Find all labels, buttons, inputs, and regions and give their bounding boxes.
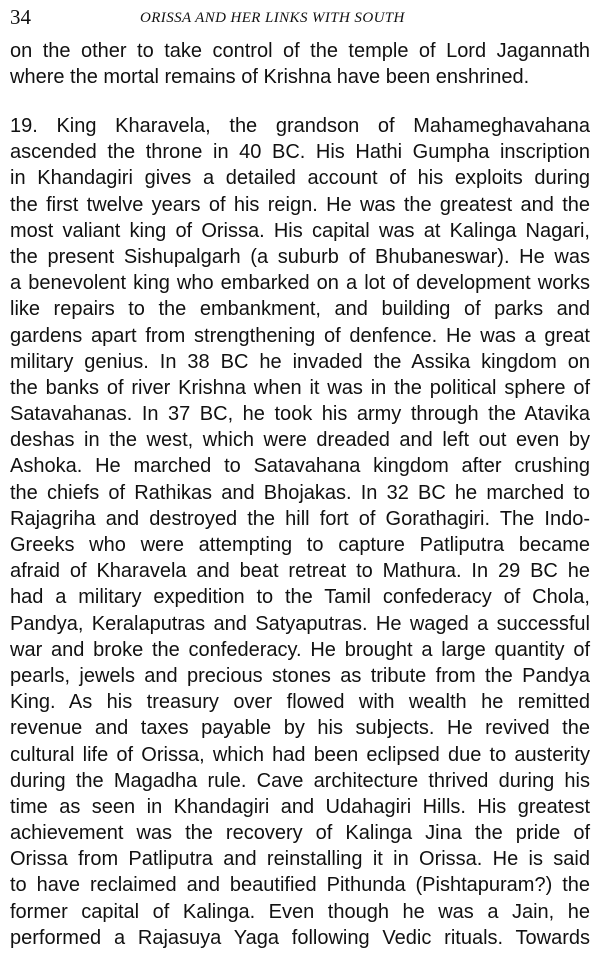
text-line: pearls, jewels and precious stones as tribute from the Pandya: [10, 664, 590, 687]
paragraph-19: [10, 113, 590, 951]
text-line: Satavahanas. In 37 BC, he took his army through the Atavika: [10, 403, 590, 426]
text-line: military genius. In 38 BC he invaded the Assika kingdom on: [10, 350, 590, 373]
text-line: on the other to take control of the temple of Lord Jagannath: [10, 40, 590, 62]
text-line: a benevolent king who embarked on a lot of development works: [10, 272, 590, 295]
page-header: [10, 4, 590, 34]
text-line: like repairs to the embankment, and building of parks and: [10, 298, 590, 321]
text-line: revenue and taxes payable by his subjects. He revived the: [10, 717, 590, 740]
text-line: Greeks who were attempting to capture Patliputra became: [10, 534, 590, 556]
text-line: Ashoka. He marched to Satavahana kingdom after crushing: [10, 455, 590, 478]
text-line: where the mortal remains of Krishna have been enshrined.: [10, 66, 530, 89]
text-line: Orissa from Patliputra and reinstalling it in Orissa. He is said: [10, 848, 590, 871]
paragraph-continued: [10, 38, 590, 90]
text-line: King. As his treasury over flowed with wealth he remitted: [10, 691, 590, 714]
text-line: during the Magadha rule. Cave architecture thrived during his: [10, 769, 590, 792]
text-line: to have reclaimed and beautified Pithunda (Pishtapuram?) the: [10, 874, 590, 897]
text-line: the banks of river Krishna when it was in the political sphere of: [10, 376, 590, 399]
text-line: deshas in the west, which were dreaded and left out even by: [10, 429, 590, 452]
text-line: the chiefs of Rathikas and Bhojakas. In 32 BC he marched to: [10, 481, 590, 504]
text-line: cultural life of Orissa, which had been eclipsed due to austerity: [10, 743, 590, 766]
running-head: ORISSA AND HER LINKS WITH SOUTH: [140, 10, 405, 26]
text-line: former capital of Kalinga. Even though he was a Jain, he: [10, 900, 590, 923]
text-line: had a military expedition to the Tamil confederacy of Chola,: [10, 586, 590, 609]
text-line: Pandya, Keralaputras and Satyaputras. He waged a successful: [10, 612, 590, 635]
page-number: 34: [10, 5, 31, 29]
text-line: in Khandagiri gives a detailed account of his exploits during: [10, 167, 590, 190]
text-line: 19. King Kharavela, the grandson of Mahameghavahana: [10, 115, 590, 137]
text-line: achievement was the recovery of Kalinga Jina the pride of: [10, 822, 590, 845]
text-line: most valiant king of Orissa. His capital was at Kalinga Nagari,: [10, 219, 590, 242]
text-line: the first twelve years of his reign. He was the greatest and the: [10, 193, 590, 216]
text-line: war and broke the confederacy. He brought a large quantity of: [10, 638, 590, 661]
text-line: afraid of Kharavela and beat retreat to Mathura. In 29 BC he: [10, 560, 590, 583]
text-line: the present Sishupalgarh (a suburb of Bhubaneswar). He was: [10, 245, 590, 268]
text-line: performed a Rajasuya Yaga following Vedic rituals. Towards: [10, 926, 590, 949]
text-line: time as seen in Khandagiri and Udahagiri Hills. His greatest: [10, 795, 590, 818]
text-line: Rajagriha and destroyed the hill fort of Gorathagiri. The Indo-: [10, 507, 590, 530]
text-line: ascended the throne in 40 BC. His Hathi Gumpha inscription: [10, 141, 590, 164]
text-line: gardens apart from strengthening of denfence. He was a great: [10, 324, 590, 347]
